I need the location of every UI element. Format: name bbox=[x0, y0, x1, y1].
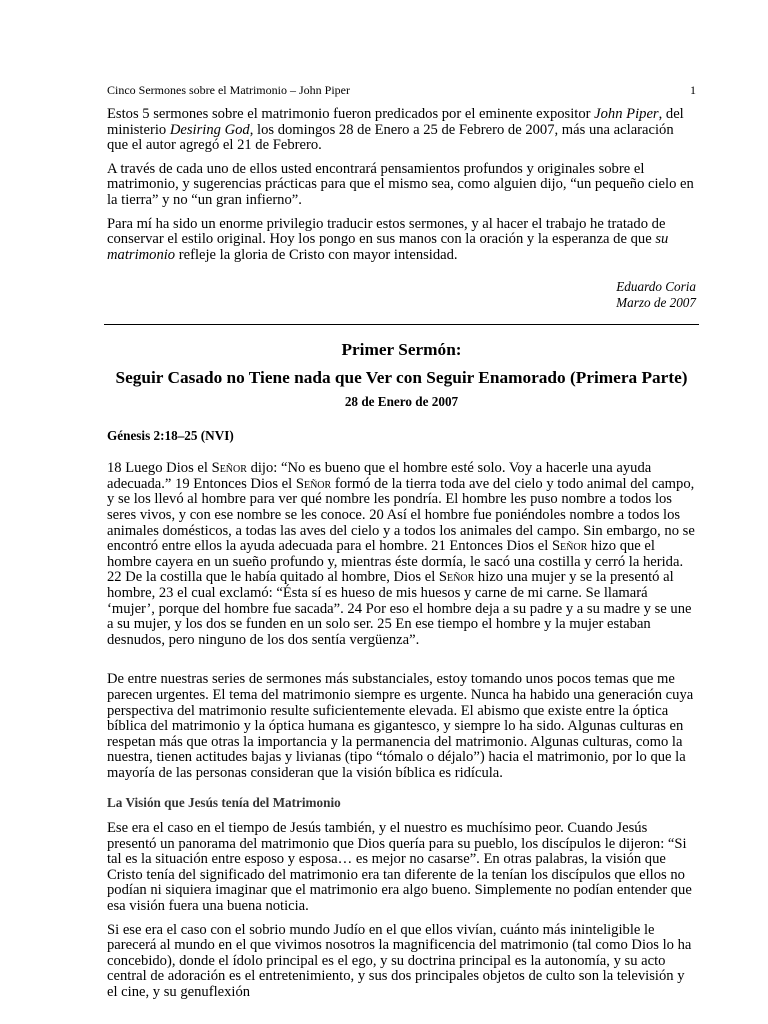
running-title: Cinco Sermones sobre el Matrimonio – John Piper bbox=[107, 83, 350, 97]
section-heading: La Visión que Jesús tenía del Matrimonio bbox=[107, 795, 341, 811]
signature-date: Marzo de 2007 bbox=[616, 294, 696, 310]
intro-text: , los domingos 28 de Enero a 25 de Febrero de 2007, más una aclaración que el autor agregó el 21 de Febrero. bbox=[107, 121, 674, 154]
scripture-text: formó de la tierra toda ave del cielo y todo animal del campo, y se los llevó al hombre para ver qué nombre les pondría. El hombre les puso nombre a todos los seres vivos, y con ese nombre se les conoce. 20 Así el hombre fue poniéndoles nombre a todos los animales domésticos, a todas las aves del cielo y a todos los animales del campo. Sin embargo, no se encontró entre ellos la ayuda adecuada para el hombre. 21 Entonces Dios el bbox=[107, 475, 695, 555]
scripture-text: hizo que el hombre cayera en un sueño profundo y, mientras éste dormía, le sacó una costilla y cerró la herida. 22 De la costilla que le había quitado al hombre, Dios el bbox=[107, 538, 684, 586]
scripture-text: hizo una mujer y se la presentó al hombre, 23 el cual exclamó: “Ésta sí es hueso de mis huesos y carne de mi carne. Se llamará ‘mujer’, porque del hombre fue sacada”. 24 Por eso el hombre deja a su padre y a su madre y se une a su mujer, y los dos se funden en un solo ser. 25 En ese tiempo el hombre y la mujer estaban desnudos, pero ninguno de los dos sentía vergüenza”. bbox=[107, 569, 692, 648]
lord-small-caps: Señor bbox=[438, 569, 475, 586]
scripture-passage bbox=[107, 461, 696, 648]
emphasis-text: su matrimonio bbox=[107, 231, 669, 263]
signature bbox=[107, 279, 696, 310]
intro-text: Estos 5 sermones sobre el matrimonio fueron predicados por el eminente expositor bbox=[107, 106, 595, 122]
scripture-text: dijo: “No es bueno que el hombre esté solo. Voy a hacerle una ayuda adecuada.” 19 Entonces Dios el bbox=[107, 460, 652, 492]
lord-small-caps: Señor bbox=[295, 475, 332, 492]
intro-text: , del ministerio bbox=[107, 106, 684, 138]
author-name: John Piper bbox=[594, 106, 659, 122]
lord-small-caps: Señor bbox=[211, 460, 247, 477]
lord-small-caps: Señor bbox=[551, 538, 588, 555]
scripture-reference: Génesis 2:18–25 (NVI) bbox=[107, 427, 234, 443]
intro-text: refleje la gloria de Cristo con mayor intensidad. bbox=[175, 246, 458, 263]
intro-paragraph-1 bbox=[107, 107, 696, 154]
translator-introduction bbox=[107, 107, 696, 311]
sermon-label: Primer Sermón: bbox=[341, 340, 462, 359]
signature-name: Eduardo Coria bbox=[616, 279, 696, 295]
scripture-text: 18 Luego Dios el bbox=[107, 460, 212, 477]
ministry-name: Desiring God bbox=[169, 121, 250, 138]
body-paragraph-world: Si ese era el caso con el sobrio mundo Judío en el que ellos vivían, cuánto más ininteligible le parecerá al mundo en el que vivimos nosotros la magnificencia del matrimonio (tal como Dios lo ha concebido), donde el ídolo principal es el ego, y su doctrina principal es la autonomía, y su acto central de adoración es el entretenimiento, y sus dos principales objetos de culto son la televisión y el cine, y su genuflexión bbox=[107, 921, 692, 1000]
page-number: 1 bbox=[690, 83, 696, 97]
sermon-title: Seguir Casado no Tiene nada que Ver con Seguir Enamorado (Primera Parte) bbox=[115, 368, 688, 387]
body-paragraph-jesus: Ese era el caso en el tiempo de Jesús también, y el nuestro es muchísimo peor. Cuando Jesús presentó un panorama del matrimonio que Dios quería para su pueblo, los discípulos le dijeron: “Si tal es la situación entre esposo y esposa… es mejor no casarse”. En otras palabras, la visión que Cristo tenía del significado del matrimonio era tan diferente de la tenían los discípulos que ellos no podían ni siquiera imaginar que el matrimonio era algo bueno. Simplemente no podían entender que esa visión fuera una buena noticia. bbox=[107, 820, 692, 915]
running-header bbox=[107, 83, 696, 97]
intro-paragraph-2: A través de cada uno de ellos usted encontrará pensamientos profundos y originales sobre el matrimonio, y sugerencias prácticas para que el mismo sea, como alguien dijo, “un pequeño cielo en la tierra” y no “un gran infierno”. bbox=[107, 160, 694, 208]
intro-paragraph-3 bbox=[107, 217, 696, 264]
intro-text: Para mí ha sido un enorme privilegio traducir estos sermones, y al hacer el trabajo he tratado de conservar el estilo original. Hoy los pongo en sus manos con la oración y la esperanza de que bbox=[107, 215, 666, 248]
sermon-date: 28 de Enero de 2007 bbox=[344, 394, 459, 409]
section-divider bbox=[104, 324, 699, 325]
sermon-section bbox=[107, 340, 696, 1009]
body-paragraph-series: De entre nuestras series de sermones más substanciales, estoy tomando unos pocos temas que me parecen urgentes. El tema del matrimonio siempre es urgente. Nunca ha habido una generación cuya perspectiva del matrimonio resulte suficientemente elevada. El abismo que existe entre la óptica bíblica del matrimonio y la óptica humana es gigantesco, y siempre lo ha sido. Algunas culturas en respetan más que otras la importancia y la permanencia del matrimonio. Algunas culturas, como la nuestra, tienen actitudes bajas y livianas (tipo “tómalo o déjalo”) hacia el matrimonio, por lo que la mayoría de las personas consideran que la visión bíblica es ridícula. bbox=[107, 671, 694, 781]
